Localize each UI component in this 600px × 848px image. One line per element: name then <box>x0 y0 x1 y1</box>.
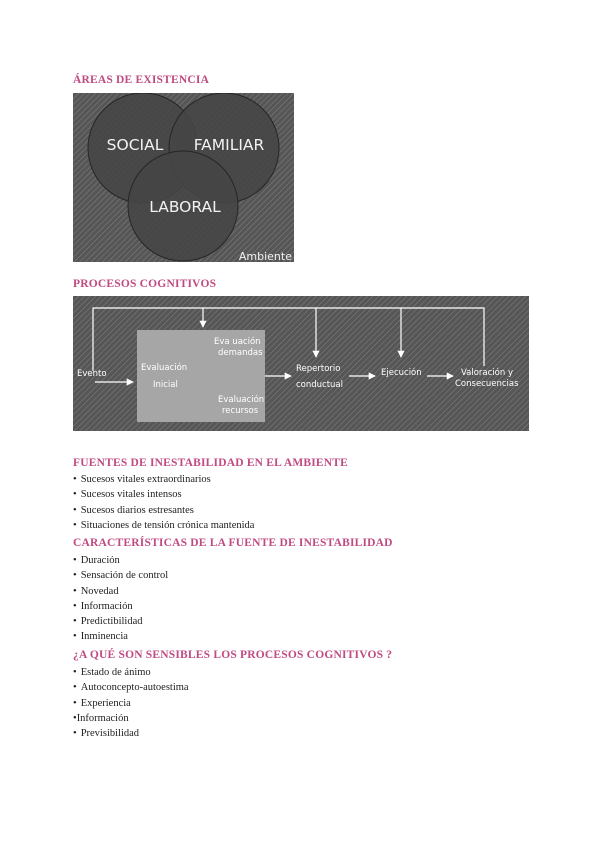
heading-fuentes-de-inestabilidad: FUENTES DE INESTABILIDAD EN EL AMBIENTE <box>73 457 349 469</box>
venn-label-social: SOCIAL <box>106 136 164 154</box>
heading-sensibles: ¿A QUÉ SON SENSIBLES LOS PROCESOS COGNITIVOS ? <box>73 649 393 661</box>
list-item-sensibles: • Autoconcepto-autoestima <box>73 680 189 695</box>
flow-label-inicial: Inicial <box>153 380 178 390</box>
heading-caracteristicas: CARACTERÍSTICAS DE LA FUENTE DE INESTABILIDAD <box>73 537 393 549</box>
list-item-fuentes: • Sucesos vitales intensos <box>73 487 254 502</box>
list-item-sensibles: • Estado de ánimo <box>73 665 189 680</box>
flow-label-consecuencias: Consecuencias <box>455 379 519 389</box>
list-caracteristicas <box>73 553 168 645</box>
flow-label-conductual: conductual <box>296 380 344 390</box>
list-item-fuentes: • Sucesos diarios estresantes <box>73 503 254 518</box>
venn-label-laboral: LABORAL <box>149 198 221 216</box>
flow-label-valoracion: Valoración y <box>461 368 513 378</box>
heading-areas-de-existencia: ÁREAS DE EXISTENCIA <box>73 74 210 86</box>
list-item-caracteristicas: • Predictibilidad <box>73 614 168 629</box>
heading-procesos-cognitivos: PROCESOS COGNITIVOS <box>73 278 217 290</box>
flow-label-repertorio: Repertorio <box>296 364 341 374</box>
list-item-caracteristicas: • Novedad <box>73 584 168 599</box>
flow-label-evaluacion: Evaluación <box>141 363 188 373</box>
flow-label-ejecucion: Ejecución <box>381 368 422 378</box>
flow-label-evento: Evento <box>77 369 107 379</box>
list-item-caracteristicas: • Inminencia <box>73 629 168 644</box>
list-item-sensibles: • Experiencia <box>73 696 189 711</box>
list-item-caracteristicas: • Duración <box>73 553 168 568</box>
list-item-fuentes: • Situaciones de tensión crónica mantenida <box>73 518 254 533</box>
list-sensibles <box>73 665 189 741</box>
list-fuentes-de-inestabilidad <box>73 472 254 533</box>
flow-label-evaluacion-recursos-1: Evaluación <box>218 395 265 405</box>
cognitive-process-diagram <box>73 296 529 431</box>
list-item-sensibles: • Información <box>73 711 189 726</box>
list-item-caracteristicas: • Sensación de control <box>73 568 168 583</box>
list-item-fuentes: • Sucesos vitales extraordinarios <box>73 472 254 487</box>
venn-diagram <box>73 93 294 262</box>
list-item-caracteristicas: • Información <box>73 599 168 614</box>
flow-label-evaluacion-demandas-2: demandas <box>218 348 263 358</box>
flow-label-evaluacion-demandas-1: Eva uación <box>214 337 261 347</box>
list-item-sensibles: • Previsibilidad <box>73 726 189 741</box>
venn-caption-ambiente: Ambiente <box>238 250 292 262</box>
venn-label-familiar: FAMILIAR <box>193 136 265 154</box>
flow-label-evaluacion-recursos-2: recursos <box>222 406 259 416</box>
